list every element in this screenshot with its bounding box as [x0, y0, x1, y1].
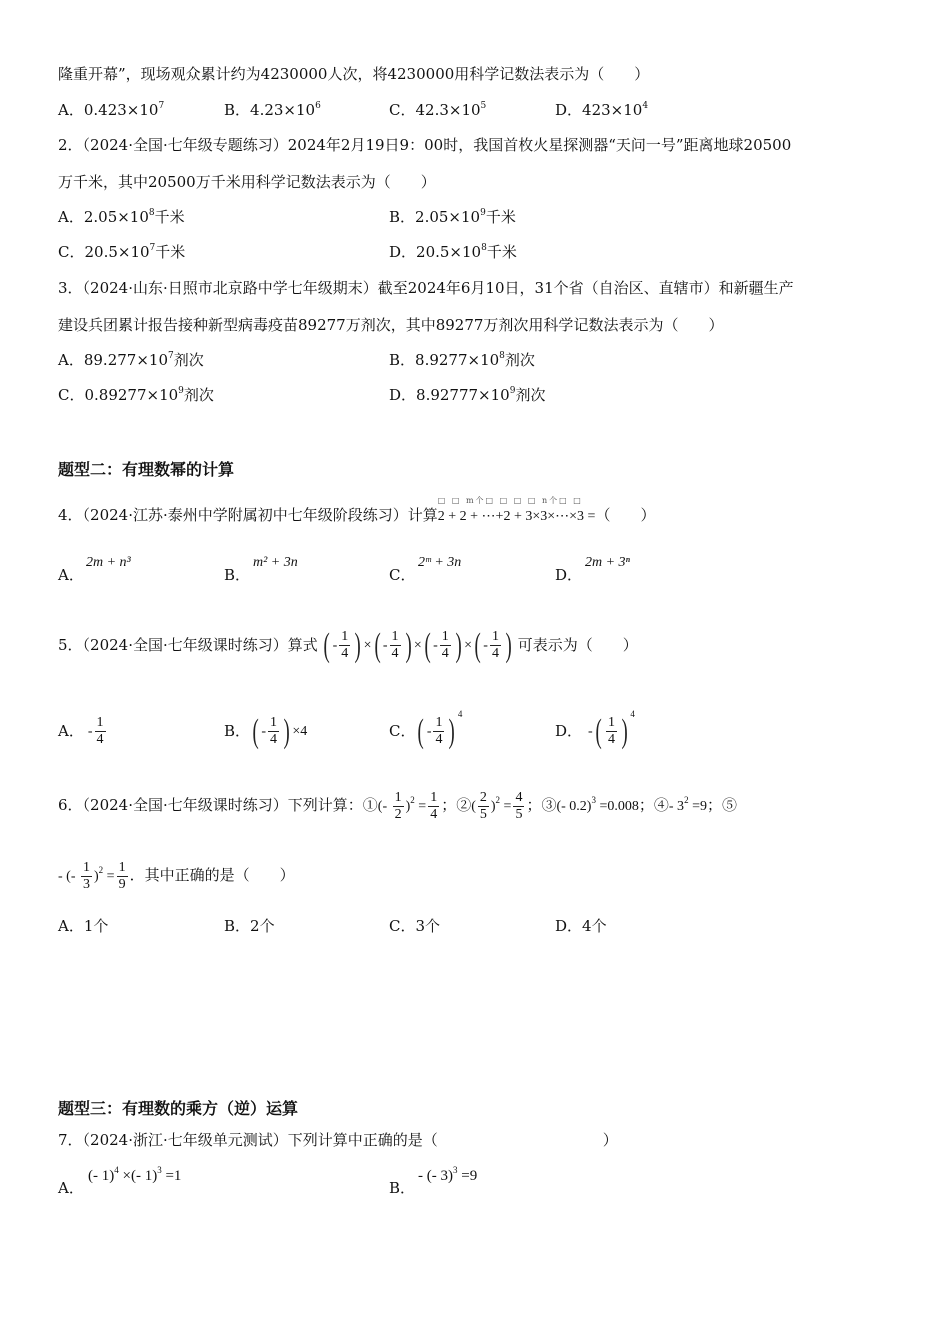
q5-stem: 5．（2024·全国·七年级课时练习）算式 ( - $\frac{1}{4}$ ) ×( - $\frac{1}{4}$ ) ×( - $\frac{1}{4}$ ) ×( - $\frac{1}{4}$ ) 可表示为（ ）	[58, 626, 638, 664]
q2-option-b[interactable]: B．$2.05\times 10^9$千米	[389, 208, 516, 226]
q7-option-a[interactable]: A．	[58, 1179, 84, 1197]
q1-option-d[interactable]: D．$423\times 10^4$	[555, 101, 649, 119]
q4-brace-marks: □ □ m个□ □ □ □ n个□ □	[437, 496, 583, 505]
q5-expression: ( - $\frac{1}{4}$ ) ×( - $\frac{1}{4}$ ) ×( - $\frac{1}{4}$ ) ×( - $\frac{1}{4}$ )	[323, 626, 512, 664]
q4-option-b-expr: m² + 3n	[253, 555, 298, 570]
q1-option-c[interactable]: C．$42.3\times 10^5$	[389, 101, 487, 119]
q6-option-a[interactable]: A．1个	[58, 917, 109, 935]
q3-stem-line2: 建设兵团累计报告接种新型病毒疫苗89277万剂次，其中89277万剂次用科学记数法表示为（ ）	[58, 316, 724, 334]
q3-option-a[interactable]: A．$89.277\times 10^7$剂次	[58, 351, 204, 369]
q4-option-a-expr: 2m + n³	[86, 555, 131, 570]
q2-option-a[interactable]: A．$2.05\times 10^8$千米	[58, 208, 185, 226]
section-heading-2: 题型二：有理数幂的计算	[58, 460, 235, 479]
q5-option-c[interactable]: C．( - $\frac{1}{4}$ ) $^4$	[389, 709, 463, 750]
q4-option-d-expr: 2m + 3ⁿ	[585, 555, 630, 570]
q7-option-b[interactable]: B．	[389, 1179, 416, 1197]
q6-stem-line2: - (- $\frac{1}{3}$ )$^2$ = $\frac{1}{9}$ ．其中正确的是（ ）	[58, 860, 295, 893]
q4-expression: □ □ m个□ □ □ □ n个□ □ 2 + 2 + ⋯+2 + 3×3×⋯×3 =	[438, 505, 596, 527]
q4-stem: 4．（2024·江苏·泰州中学附属初中七年级阶段练习）计算 □ □ m个□ □ □ □ n个□ □ 2 + 2 + ⋯+2 + 3×3×⋯×3 =（ ）	[58, 505, 655, 527]
q1-stem: 隆重开幕”，现场观众累计约为4230000人次，将4230000用科学记数法表示为（ ）	[58, 65, 650, 83]
q4-option-d[interactable]: D．	[555, 566, 583, 584]
q4-option-c[interactable]: C．	[389, 566, 416, 584]
q2-option-d[interactable]: D．$20.5\times 10^8$千米	[389, 243, 517, 261]
q4-option-b[interactable]: B．	[224, 566, 251, 584]
q4-option-c-expr: 2ᵐ + 3n	[418, 555, 462, 570]
q7-stem: 7．（2024·浙江·七年级单元测试）下列计算中正确的是（ ）	[58, 1131, 618, 1149]
q5-option-d[interactable]: D． -( $\frac{1}{4}$ ) $^4$	[555, 709, 635, 750]
q2-option-c[interactable]: C．$20.5\times 10^7$千米	[58, 243, 186, 261]
q6-option-d[interactable]: D．4个	[555, 917, 607, 935]
q3-option-c[interactable]: C．$0.89277\times 10^9$剂次	[58, 386, 214, 404]
q6-stem-line1: 6．（2024·全国·七年级课时练习）下列计算：①(- $\frac{1}{2}$ )$^2$ = $\frac{1}{4}$ ；②( $\frac{2}{5}$ )$^2$ = $\frac{4}{5}$ ；③(- 0.2)$^3$ =0.008；④- $3^2 =9$；⑤	[58, 790, 737, 823]
q5-option-a[interactable]: A． - $\frac{1}{4}$	[58, 715, 104, 748]
section-heading-3: 题型三：有理数的乘方（逆）运算	[58, 1099, 299, 1118]
q6-option-c[interactable]: C．3个	[389, 917, 441, 935]
q7-option-b-expr: - (- 3)$^3$ =9	[418, 1165, 478, 1184]
q3-option-d[interactable]: D．$8.92777\times 10^9$剂次	[389, 386, 546, 404]
q7-option-a-expr: (- 1)$^4$ ×(- 1)$^3$ =1	[88, 1165, 182, 1184]
q1-option-a[interactable]: A．$0.423\times 10^7$	[58, 101, 165, 119]
q3-stem-line1: 3．（2024·山东·日照市北京路中学七年级期末）截至2024年6月10日，31个省（自治区、直辖市）和新疆生产	[58, 279, 794, 297]
q2-stem-line1: 2．（2024·全国·七年级专题练习）2024年2月19日9：00时，我国首枚火星探测器“天问一号”距离地球20500	[58, 136, 792, 154]
q6-option-b[interactable]: B．2个	[224, 917, 275, 935]
q4-option-a[interactable]: A．	[58, 566, 84, 584]
q5-option-b[interactable]: B．( - $\frac{1}{4}$ ) ×4	[224, 712, 308, 750]
q2-stem-line2: 万千米，其中20500万千米用科学记数法表示为（ ）	[58, 173, 436, 191]
q3-option-b[interactable]: B．$8.9277\times 10^8$剂次	[389, 351, 535, 369]
q1-option-b[interactable]: B．$4.23\times 10^6$	[224, 101, 321, 119]
